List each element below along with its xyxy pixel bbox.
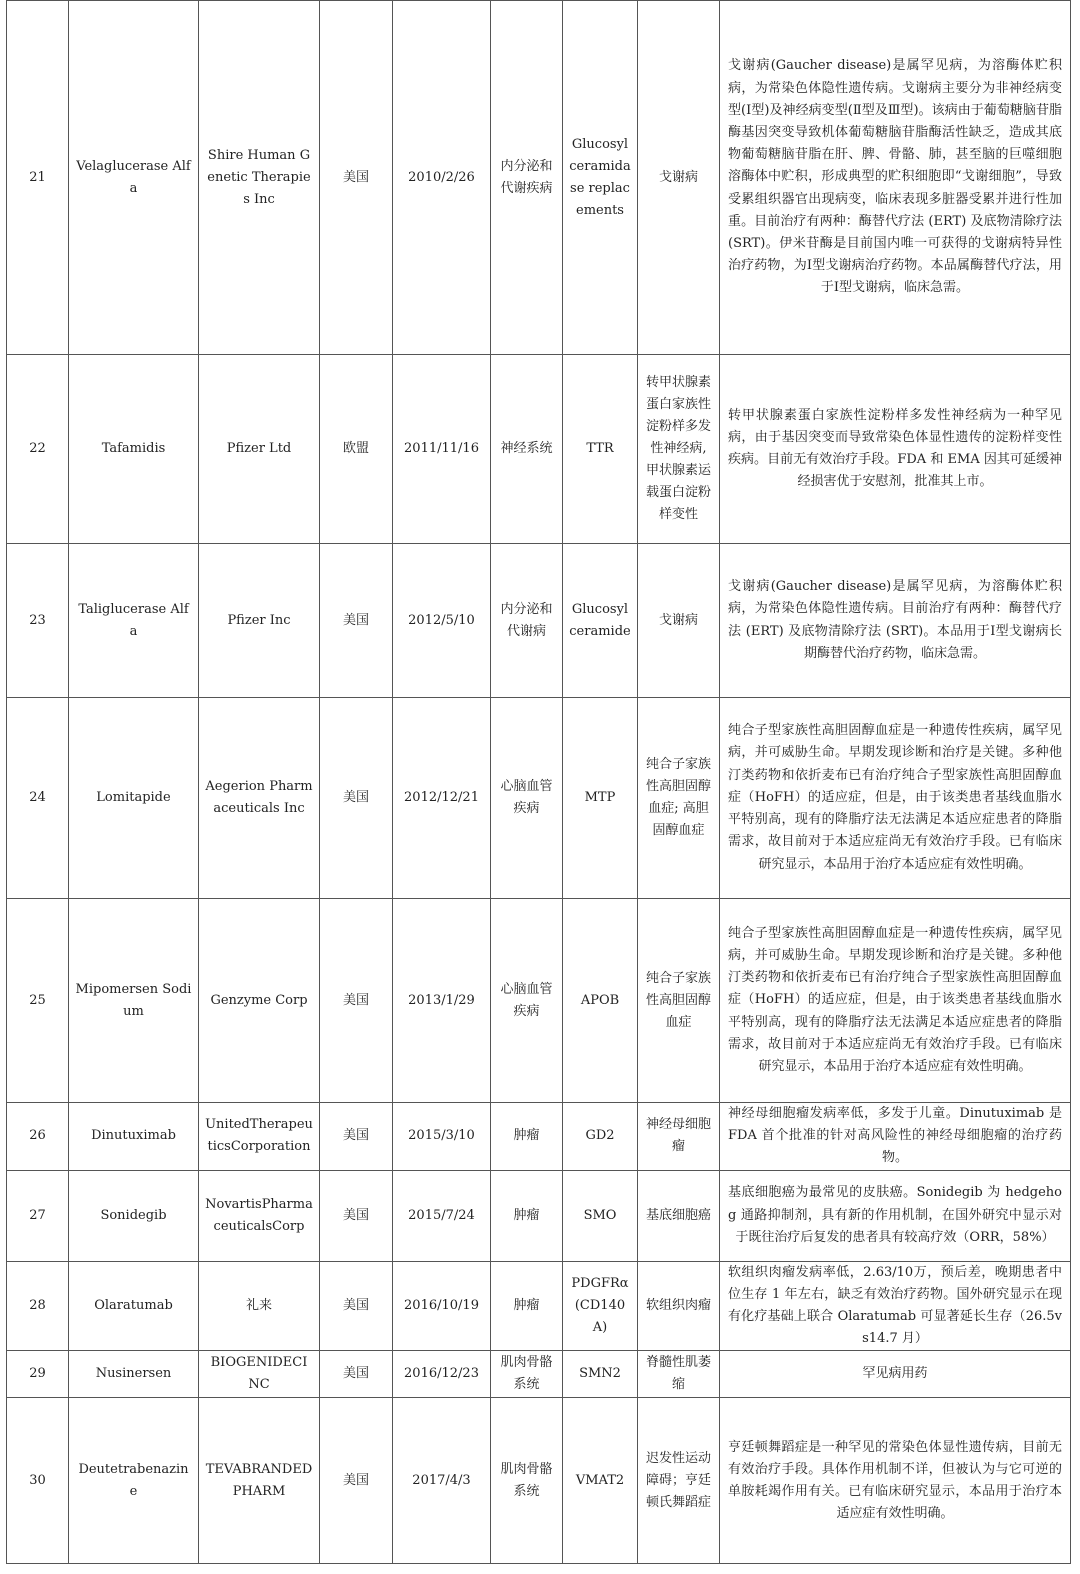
row-number-cell: 24: [7, 698, 69, 899]
company-cell: Aegerion Pharmaceuticals Inc: [199, 698, 320, 899]
approval-date-cell: 2016/12/23: [393, 1351, 491, 1398]
table-row: [7, 355, 1071, 544]
approval-date-cell: 2016/10/19: [393, 1261, 491, 1351]
description-cell: 纯合子型家族性高胆固醇血症是一种遗传性疾病，属罕见病，并可威胁生命。早期发现诊断和治疗是关键。多种他汀类药物和依折麦布已有治疗纯合子型家族性高胆固醇血症（HoFH）的适应症，但是，由于该类患者基线血脂水平特别高，现有的降脂疗法无法满足本适应症患者的降脂需求，故目前对于本适应症尚无有效治疗手段。已有临床研究显示，本品用于治疗本适应症有效性明确。: [720, 899, 1071, 1103]
indication-cell: 脊髓性肌萎缩: [638, 1351, 720, 1398]
row-number-cell: 23: [7, 544, 69, 698]
row-number-cell: 26: [7, 1103, 69, 1171]
row-number-cell: 28: [7, 1261, 69, 1351]
category-cell: 神经系统: [491, 355, 563, 544]
approval-date-cell: 2015/7/24: [393, 1170, 491, 1261]
description-cell: 戈谢病(Gaucher disease)是属罕见病，为溶酶体贮积病，为常染色体隐性遗传病。目前治疗有两种：酶替代疗法 (ERT) 及底物清除疗法 (SRT)。本品用于Ⅰ型戈谢病长期酶替代治疗药物，临床急需。: [720, 544, 1071, 698]
drug-name-cell: Deutetrabenazine: [69, 1398, 199, 1564]
approval-date-cell: 2011/11/16: [393, 355, 491, 544]
row-number-cell: 29: [7, 1351, 69, 1398]
table-row: [7, 899, 1071, 1103]
table-row: [7, 544, 1071, 698]
table-row: [7, 1103, 1071, 1171]
target-cell: GD2: [563, 1103, 638, 1171]
table-row: [7, 1170, 1071, 1261]
indication-cell: 转甲状腺素蛋白家族性淀粉样多发性神经病,甲状腺素运载蛋白淀粉样变性: [638, 355, 720, 544]
description-cell: 亨廷顿舞蹈症是一种罕见的常染色体显性遗传病，目前无有效治疗手段。具体作用机制不详，但被认为与它可逆的单胺耗竭作用有关。已有临床研究显示，本品用于治疗本适应症有效性明确。: [720, 1398, 1071, 1564]
company-cell: Pfizer Inc: [199, 544, 320, 698]
company-cell: TEVABRANDEDPHARM: [199, 1398, 320, 1564]
drug-table: [6, 0, 1071, 1564]
drug-name-cell: Sonidegib: [69, 1170, 199, 1261]
drug-name-cell: Nusinersen: [69, 1351, 199, 1398]
category-cell: 心脑血管疾病: [491, 899, 563, 1103]
category-cell: 肌肉骨骼系统: [491, 1398, 563, 1564]
company-cell: Genzyme Corp: [199, 899, 320, 1103]
target-cell: Glucosylceramidase replacements: [563, 1, 638, 355]
category-cell: 内分泌和代谢病: [491, 544, 563, 698]
indication-cell: 软组织肉瘤: [638, 1261, 720, 1351]
region-cell: 美国: [320, 899, 393, 1103]
category-cell: 肿瘤: [491, 1170, 563, 1261]
row-number-cell: 30: [7, 1398, 69, 1564]
table-row: [7, 1261, 1071, 1351]
row-number-cell: 21: [7, 1, 69, 355]
region-cell: 美国: [320, 1103, 393, 1171]
indication-cell: 纯合子家族性高胆固醇血症; 高胆固醇血症: [638, 698, 720, 899]
table-row: [7, 698, 1071, 899]
category-cell: 心脑血管疾病: [491, 698, 563, 899]
indication-cell: 纯合子家族性高胆固醇血症: [638, 899, 720, 1103]
approval-date-cell: 2013/1/29: [393, 899, 491, 1103]
table-row: [7, 1398, 1071, 1564]
description-cell: 纯合子型家族性高胆固醇血症是一种遗传性疾病，属罕见病，并可威胁生命。早期发现诊断和治疗是关键。多种他汀类药物和依折麦布已有治疗纯合子型家族性高胆固醇血症（HoFH）的适应症，但是，由于该类患者基线血脂水平特别高，现有的降脂疗法无法满足本适应症患者的降脂需求，故目前对于本适应症尚无有效治疗手段。已有临床研究显示，本品用于治疗本适应症有效性明确。: [720, 698, 1071, 899]
table-row: [7, 1351, 1071, 1398]
drug-name-cell: Velaglucerase Alfa: [69, 1, 199, 355]
approval-date-cell: 2015/3/10: [393, 1103, 491, 1171]
target-cell: TTR: [563, 355, 638, 544]
table-body: [7, 1, 1071, 1564]
target-cell: MTP: [563, 698, 638, 899]
drug-name-cell: Tafamidis: [69, 355, 199, 544]
indication-cell: 戈谢病: [638, 1, 720, 355]
row-number-cell: 27: [7, 1170, 69, 1261]
description-cell: 基底细胞癌为最常见的皮肤癌。Sonidegib 为 hedgehog 通路抑制剂，具有新的作用机制，在国外研究中显示对于既往治疗后复发的患者具有较高疗效（ORR，58%）: [720, 1170, 1071, 1261]
indication-cell: 基底细胞癌: [638, 1170, 720, 1261]
region-cell: 美国: [320, 544, 393, 698]
target-cell: SMN2: [563, 1351, 638, 1398]
region-cell: 美国: [320, 698, 393, 899]
row-number-cell: 25: [7, 899, 69, 1103]
drug-name-cell: Taliglucerase Alfa: [69, 544, 199, 698]
company-cell: UnitedTherapeuticsCorporation: [199, 1103, 320, 1171]
target-cell: PDGFRα (CD140A): [563, 1261, 638, 1351]
description-cell: 软组织肉瘤发病率低，2.63/10万，预后差，晚期患者中位生存 1 年左右，缺乏有效治疗药物。国外研究显示在现有化疗基础上联合 Olaratumab 可显著延长生存（26.5vs14.7 月）: [720, 1261, 1071, 1351]
region-cell: 美国: [320, 1351, 393, 1398]
region-cell: 美国: [320, 1261, 393, 1351]
table-row: [7, 1, 1071, 355]
description-cell: 罕见病用药: [720, 1351, 1071, 1398]
indication-cell: 神经母细胞瘤: [638, 1103, 720, 1171]
region-cell: 美国: [320, 1, 393, 355]
approval-date-cell: 2010/2/26: [393, 1, 491, 355]
description-cell: 神经母细胞瘤发病率低，多发于儿童。Dinutuximab 是 FDA 首个批准的针对高风险性的神经母细胞瘤的治疗药物。: [720, 1103, 1071, 1171]
company-cell: 礼来: [199, 1261, 320, 1351]
company-cell: Shire Human Genetic Therapies Inc: [199, 1, 320, 355]
category-cell: 肿瘤: [491, 1103, 563, 1171]
drug-name-cell: Lomitapide: [69, 698, 199, 899]
drug-name-cell: Mipomersen Sodium: [69, 899, 199, 1103]
company-cell: BIOGENIDECINC: [199, 1351, 320, 1398]
drug-name-cell: Dinutuximab: [69, 1103, 199, 1171]
region-cell: 欧盟: [320, 355, 393, 544]
region-cell: 美国: [320, 1398, 393, 1564]
approval-date-cell: 2017/4/3: [393, 1398, 491, 1564]
target-cell: Glucosylceramide: [563, 544, 638, 698]
description-cell: 转甲状腺素蛋白家族性淀粉样多发性神经病为一种罕见病，由于基因突变而导致常染色体显性遗传的淀粉样变性疾病。目前无有效治疗手段。FDA 和 EMA 因其可延缓神经损害优于安慰剂，批准其上市。: [720, 355, 1071, 544]
category-cell: 肿瘤: [491, 1261, 563, 1351]
target-cell: APOB: [563, 899, 638, 1103]
indication-cell: 迟发性运动障碍；亨廷顿氏舞蹈症: [638, 1398, 720, 1564]
target-cell: SMO: [563, 1170, 638, 1261]
drug-name-cell: Olaratumab: [69, 1261, 199, 1351]
indication-cell: 戈谢病: [638, 544, 720, 698]
row-number-cell: 22: [7, 355, 69, 544]
region-cell: 美国: [320, 1170, 393, 1261]
category-cell: 内分泌和代谢疾病: [491, 1, 563, 355]
category-cell: 肌肉骨骼系统: [491, 1351, 563, 1398]
company-cell: Pfizer Ltd: [199, 355, 320, 544]
target-cell: VMAT2: [563, 1398, 638, 1564]
approval-date-cell: 2012/12/21: [393, 698, 491, 899]
description-cell: 戈谢病(Gaucher disease)是属罕见病，为溶酶体贮积病，为常染色体隐性遗传病。戈谢病主要分为非神经病变型(Ⅰ型)及神经病变型(Ⅱ型及Ⅲ型)。该病由于葡萄糖脑苷脂酶基因突变导致机体葡萄糖脑苷脂酶活性缺乏，造成其底物葡萄糖脑苷脂在肝、脾、骨骼、肺，甚至脑的巨噬细胞溶酶体中贮积，形成典型的贮积细胞即“戈谢细胞”，导致受累组织器官出现病变，临床表现多脏器受累并进行性加重。目前治疗有两种：酶替代疗法 (ERT) 及底物清除疗法 (SRT)。伊米苷酶是目前国内唯一可获得的戈谢病特异性治疗药物，为Ⅰ型戈谢病治疗药物。本品属酶替代疗法，用于Ⅰ型戈谢病，临床急需。: [720, 1, 1071, 355]
company-cell: NovartisPharmaceuticalsCorp: [199, 1170, 320, 1261]
approval-date-cell: 2012/5/10: [393, 544, 491, 698]
